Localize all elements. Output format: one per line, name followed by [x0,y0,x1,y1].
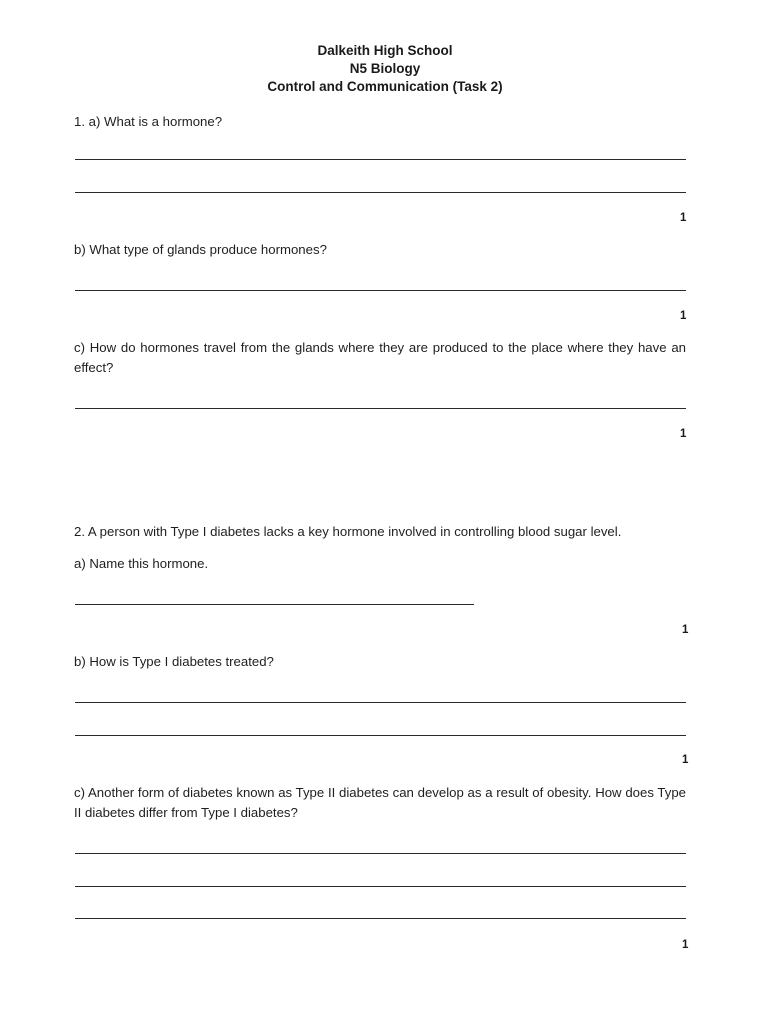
marks-label: 1 [680,428,687,440]
answer-line[interactable] [75,918,686,919]
marks-label: 1 [682,754,689,766]
task-title: Control and Communication (Task 2) [267,79,503,94]
question-1c: c) How do hormones travel from the glands where they are produced to the place where they have an effect? [74,340,686,375]
answer-line[interactable] [75,290,686,291]
marks-label: 1 [682,939,689,951]
school-name: Dalkeith High School [317,43,453,58]
answer-line[interactable] [75,853,686,854]
question-2-intro: 2. A person with Type I diabetes lacks a key hormone involved in controlling blood sugar level. [74,524,622,539]
course-name: N5 Biology [349,61,421,76]
question-2b: b) How is Type I diabetes treated? [74,654,274,669]
marks-label: 1 [680,212,687,224]
answer-line[interactable] [75,159,686,160]
question-2a: a) Name this hormone. [74,556,209,571]
answer-line[interactable] [75,604,474,605]
marks-label: 1 [682,624,689,636]
answer-line[interactable] [75,735,686,736]
question-2c: c) Another form of diabetes known as Type II diabetes can develop as a result of obesity. How does Type II diabetes differ from Type I diabetes? [74,785,686,820]
question-1a: 1. a) What is a hormone? [74,114,223,129]
answer-line[interactable] [75,702,686,703]
answer-line[interactable] [75,886,686,887]
question-1b: b) What type of glands produce hormones? [74,242,327,257]
marks-label: 1 [680,310,687,322]
answer-line[interactable] [75,192,686,193]
answer-line[interactable] [75,408,686,409]
